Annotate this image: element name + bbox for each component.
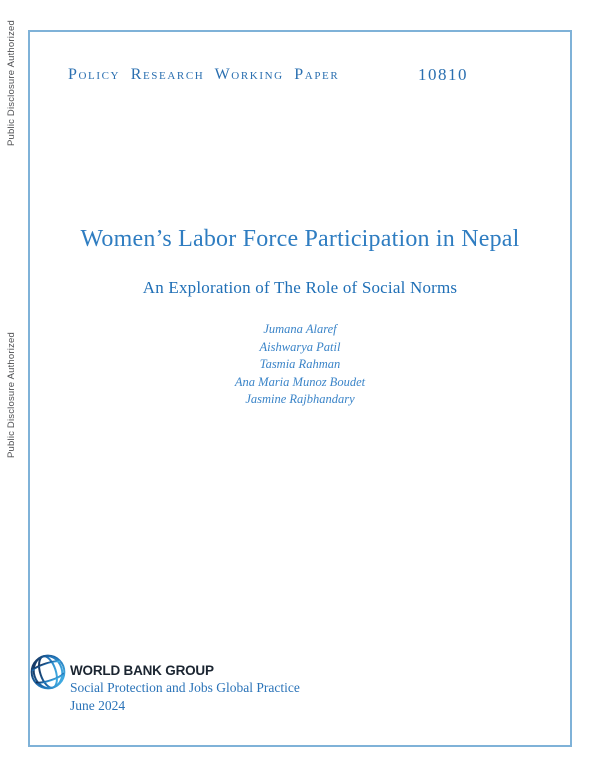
paper-title: Women’s Labor Force Participation in Nepal: [80, 226, 520, 252]
author-name: Ana Maria Munoz Boudet: [234, 374, 366, 389]
footer-text-block: [70, 662, 300, 715]
series-label: Policy Research Working Paper: [68, 66, 340, 83]
world-bank-globe-icon: [29, 653, 67, 691]
author-name: Aishwarya Patil: [259, 339, 341, 354]
paper-subtitle: An Exploration of The Role of Social Norms: [142, 278, 458, 297]
author-name: Tasmia Rahman: [259, 357, 341, 371]
public-disclosure-stamp-middle: Public Disclosure Authorized: [6, 332, 17, 458]
cover-border-frame: [28, 30, 572, 747]
public-disclosure-stamp-top: Public Disclosure Authorized: [6, 20, 17, 146]
publication-date: June 2024: [70, 698, 126, 713]
author-list: [30, 321, 570, 409]
author-name: Jumana Alaref: [263, 322, 337, 336]
author-name: Jasmine Rajbhandary: [245, 392, 355, 406]
practice-name: Social Protection and Jobs Global Practice: [70, 680, 300, 695]
org-name: WORLD BANK GROUP: [70, 663, 214, 678]
paper-number: 10810: [418, 65, 468, 84]
